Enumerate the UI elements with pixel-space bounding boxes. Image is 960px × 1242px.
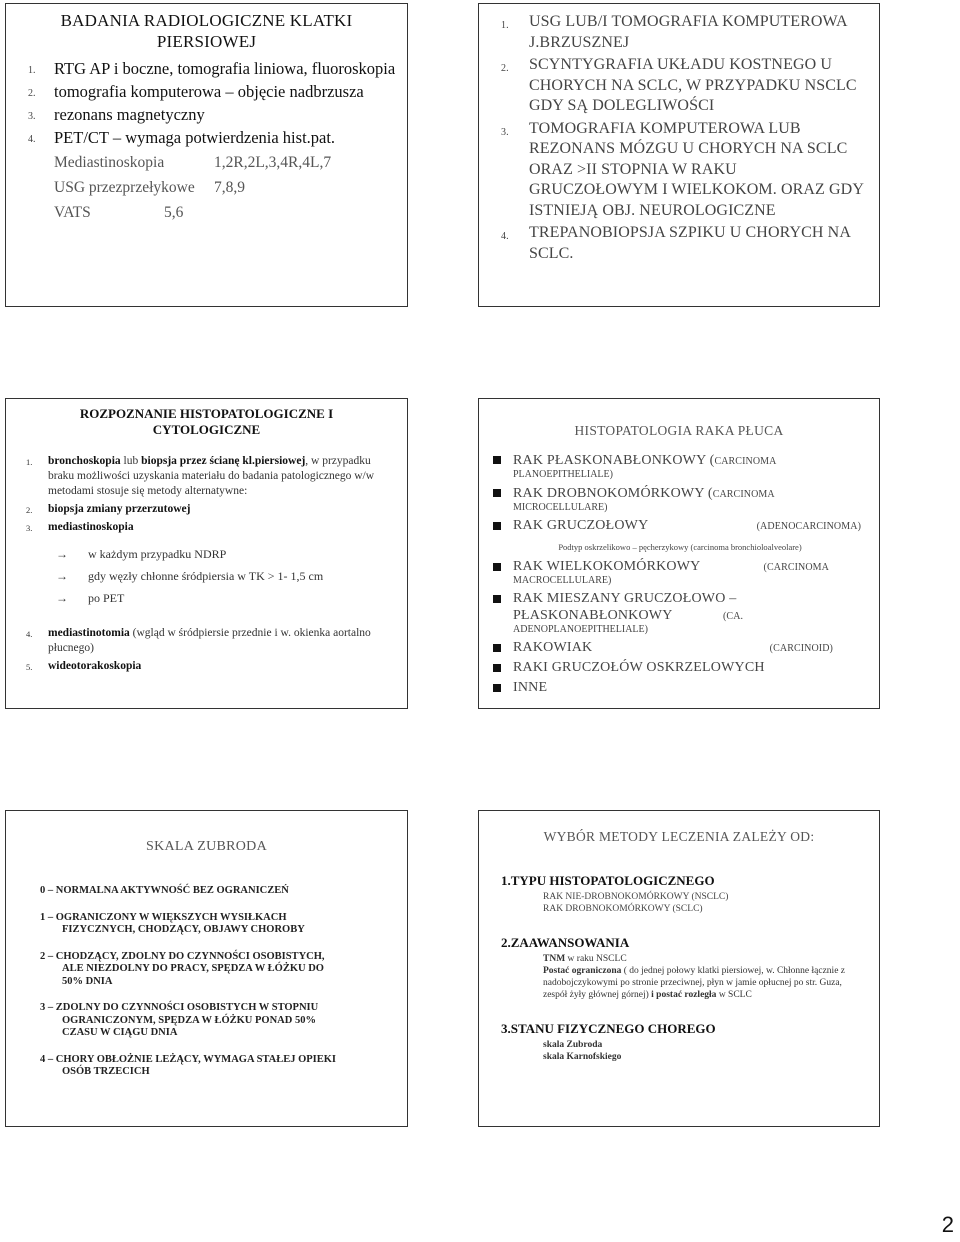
slide-title: SKALA ZUBRODA xyxy=(146,839,267,854)
arrow-icon: → xyxy=(56,547,68,561)
list-item xyxy=(501,223,865,264)
sub-item xyxy=(26,569,395,584)
procedure-value: 5,6 xyxy=(164,204,184,221)
sub-text: w każdym przypadku NDRP xyxy=(88,547,227,561)
list-item xyxy=(491,451,869,481)
type-name: RAK GRUCZOŁOWY xyxy=(513,518,649,533)
item-text: USG LUB/I TOMOGRAFIA KOMPUTEROWA J.BRZUSZNEJ xyxy=(529,13,847,51)
factor-line: skala Karnofskiego xyxy=(543,1052,622,1062)
procedure-value: 1,2R,2L,3,4R,4L,7 xyxy=(214,154,332,171)
list-item xyxy=(26,659,395,674)
procedure-row xyxy=(6,175,407,200)
list-item xyxy=(28,58,407,79)
type-latin: ADENOPLANOEPITHELIALE) xyxy=(513,624,648,635)
factor-line: RAK DROBNOKOMÓRKOWY (SCLC) xyxy=(543,904,703,914)
cancer-types-list xyxy=(479,439,879,696)
item-text: TREPANOBIOPSJA SZPIKU U CHORYCH NA SCLC. xyxy=(529,224,851,262)
item-bold: wideotorakoskopia xyxy=(48,660,142,672)
factor-section xyxy=(501,1021,867,1063)
factor-bold: TNM xyxy=(543,954,566,964)
title-line-2: PIERSIOWEJ xyxy=(156,32,257,51)
type-latin: CARCINOMA xyxy=(712,489,775,500)
item-text: , w przypadku braku możliwości uzyskania materiału do badania patologicznego w/w metodami stosuje się metody alternatywne: xyxy=(48,455,375,497)
item-text: SCYNTYGRAFIA UKŁADU KOSTNEGO U CHORYCH NA SCLC, W PRZYPADKU NSCLC GDY SĄ DOLEGLIWOŚCI xyxy=(529,56,857,114)
item-text: (wgląd w śródpiersie przednie i w. okienka aortalno płucnego) xyxy=(48,627,371,654)
scale-item xyxy=(40,1002,391,1040)
procedure-table xyxy=(6,150,407,225)
factor-line: skala Zubroda xyxy=(543,1040,603,1050)
list-item xyxy=(491,484,869,514)
bullet-square-icon xyxy=(493,664,501,672)
diagnosis-list xyxy=(6,438,407,674)
slide-title: HISTOPATOLOGIA RAKA PŁUCA xyxy=(574,423,784,438)
factor-line: RAK NIE-DROBNOKOMÓRKOWY (NSCLC) xyxy=(543,892,729,902)
type-name: PŁASKONABŁONKOWY xyxy=(513,608,673,623)
arrow-icon: → xyxy=(56,569,68,583)
type-latin: CARCINOMA xyxy=(714,456,777,467)
type-latin: (CA. xyxy=(723,611,744,622)
type-latin: (CARCINOMA xyxy=(763,562,829,573)
list-item xyxy=(501,119,865,222)
slide-staging-exams xyxy=(478,3,880,307)
slide-lung-cancer-histopathology xyxy=(478,398,880,709)
scale-line: 4 – CHORY OBŁOŻNIE LEŻĄCY, WYMAGA STAŁEJ OPIEKI xyxy=(40,1053,337,1065)
list-item xyxy=(28,127,407,148)
scale-item xyxy=(40,885,391,898)
scale-line: 0 – NORMALNA AKTYWNOŚĆ BEZ OGRANICZEŃ xyxy=(40,885,289,896)
item-number: 2. xyxy=(26,505,33,515)
item-number: 4. xyxy=(26,629,33,639)
item-text: rezonans magnetyczny xyxy=(54,105,205,124)
list-item xyxy=(491,590,869,636)
scale-line: CZASU W CIĄGU DNIA xyxy=(62,1027,178,1038)
type-latin: PLANOEPITHELIALE) xyxy=(513,469,613,480)
procedure-label: VATS xyxy=(54,204,91,221)
scale-line: 1 – OGRANICZONY W WIĘKSZYCH WYSIŁKACH xyxy=(40,911,287,923)
item-number: 3. xyxy=(501,126,509,138)
list-item xyxy=(28,104,407,125)
item-number: 1. xyxy=(26,457,33,467)
slide-title: WYBÓR METODY LECZENIA ZALEŻY OD: xyxy=(543,829,815,844)
item-number: 4. xyxy=(501,231,509,242)
type-latin: MICROCELLULARE) xyxy=(513,502,608,513)
type-name: RAKI GRUCZOŁÓW OSKRZELOWYCH xyxy=(513,660,765,675)
item-number: 1. xyxy=(28,65,36,76)
exam-list xyxy=(6,58,407,148)
slide-histopathological-diagnosis xyxy=(5,398,408,709)
list-item xyxy=(26,520,395,535)
procedure-row xyxy=(6,200,407,225)
scale-line: OGRANICZONYM, SPĘDZA W ŁÓŻKU PONAD 50% xyxy=(62,1014,316,1026)
type-name: RAK MIESZANY GRUCZOŁOWO – xyxy=(513,591,737,606)
factor-bold: i postać rozległa xyxy=(651,990,717,1000)
type-name: INNE xyxy=(513,680,548,695)
list-item xyxy=(491,517,869,534)
list-item xyxy=(28,81,407,102)
bullet-square-icon xyxy=(493,456,501,464)
list-item xyxy=(501,12,865,53)
factor-heading: 2.ZAAWANSOWANIA xyxy=(501,935,630,950)
factor-line xyxy=(501,965,867,1001)
item-bold: mediastinotomia xyxy=(48,627,130,639)
bullet-square-icon xyxy=(493,684,501,692)
item-number: 3. xyxy=(28,111,36,122)
factor-section xyxy=(501,935,867,1001)
list-item xyxy=(501,55,865,117)
scale-line: 50% DNIA xyxy=(62,975,113,987)
procedure-row xyxy=(6,150,407,175)
scale-line: FIZYCZNYCH, CHODZĄCY, OBJAWY CHOROBY xyxy=(62,924,305,935)
sub-item xyxy=(26,547,395,562)
type-name: RAK DROBNOKOMÓRKOWY ( xyxy=(513,486,713,501)
factor-bold: Postać ograniczona xyxy=(543,966,622,976)
item-bold: biopsja zmiany przerzutowej xyxy=(48,503,191,515)
scale-item xyxy=(40,951,391,989)
bullet-square-icon xyxy=(493,563,501,571)
item-bold: mediastinoskopia xyxy=(48,521,134,533)
bullet-square-icon xyxy=(493,489,501,497)
procedure-label: USG przezprzełykowe xyxy=(54,179,195,196)
scale-line: 2 – CHODZĄCY, ZDOLNY DO CZYNNOŚCI OSOBISTYCH, xyxy=(40,950,325,962)
list-item xyxy=(491,659,869,676)
factor-heading: 1.TYPU HISTOPATOLOGICZNEGO xyxy=(501,873,715,888)
scale-line: OSÓB TRZECICH xyxy=(62,1066,150,1077)
procedure-label: Mediastinoskopia xyxy=(54,154,165,171)
scale-line: ALE NIEZDOLNY DO PRACY, SPĘDZA W ŁÓŻKU DO xyxy=(62,963,324,974)
arrow-icon: → xyxy=(56,591,68,605)
factor-section xyxy=(501,873,867,915)
sub-item xyxy=(26,591,395,606)
slide-treatment-choice xyxy=(478,810,880,1127)
factor-text: w SCLC xyxy=(716,990,752,1000)
item-number: 3. xyxy=(26,523,33,533)
item-text: tomografia komputerowa – objęcie nadbrzusza xyxy=(54,82,364,101)
title-line-1: BADANIA RADIOLOGICZNE KLATKI xyxy=(60,11,353,30)
slide-title: ROZPOZNANIE HISTOPATOLOGICZNE I CYTOLOGICZNE xyxy=(79,406,334,437)
page-number: 2 xyxy=(941,1212,954,1237)
list-item xyxy=(26,626,395,656)
item-number: 2. xyxy=(501,63,509,74)
type-name: RAKOWIAK xyxy=(513,640,593,655)
factor-heading: 3.STANU FIZYCZNEGO CHOREGO xyxy=(501,1021,716,1036)
type-name: RAK WIELKOKOMÓRKOWY xyxy=(513,559,701,574)
list-item xyxy=(491,639,869,656)
item-text: TOMOGRAFIA KOMPUTEROWA LUB REZONANS MÓZGU U CHORYCH NA SCLC ORAZ >II STOPNIA W RAKU GRUCZOŁOWYM I WIELKOKOM. ORAZ GDY ISTNIEJĄ OBJ. NEUROLOGICZNE xyxy=(529,119,864,219)
treatment-factors xyxy=(479,845,879,1063)
item-number: 1. xyxy=(501,20,509,31)
item-number: 2. xyxy=(28,88,36,99)
slide-zubrod-scale xyxy=(5,810,408,1127)
bullet-square-icon xyxy=(493,522,501,530)
item-bold: biopsja przez ścianę kl.piersiowej xyxy=(141,455,306,467)
list-item xyxy=(26,454,395,499)
factor-text: ( do jednej połowy klatki piersiowej, w. Chłonne łącznie z nadobojczykowymi po stronie przeciwnej, płyn w jamie opłucnej po str. Guza, zespół żyły głównej górnej) xyxy=(543,966,846,1000)
type-latin: MACROCELLULARE) xyxy=(513,575,612,586)
scale-list xyxy=(6,855,407,1079)
item-text: RTG AP i boczne, tomografia liniowa, fluoroskopia xyxy=(54,59,396,78)
scale-item xyxy=(40,912,391,937)
item-number: 4. xyxy=(28,134,36,145)
type-latin: (CARCINOID) xyxy=(769,643,833,654)
scale-item xyxy=(40,1054,391,1079)
sub-list xyxy=(26,547,395,606)
type-latin: (ADENOCARCINOMA) xyxy=(756,521,861,532)
factor-text: w raku NSCLC xyxy=(565,954,627,964)
sub-text: gdy węzły chłonne śródpiersia w TK > 1- 1,5 cm xyxy=(88,569,324,583)
sub-text: po PET xyxy=(88,591,125,605)
slide-title xyxy=(6,4,407,52)
slide-radiological-exams xyxy=(5,3,408,307)
list-item xyxy=(491,679,869,696)
bullet-square-icon xyxy=(493,595,501,603)
type-name: RAK PŁASKONABŁONKOWY ( xyxy=(513,453,715,468)
list-item xyxy=(26,502,395,517)
subtype-note: Podtyp oskrzelikowo – pęcherzykowy (carcinoma bronchioloalveolare) xyxy=(558,542,802,552)
procedure-value: 7,8,9 xyxy=(214,179,245,196)
item-bold: bronchoskopia xyxy=(48,455,121,467)
factor-line xyxy=(501,953,867,965)
scale-line: 3 – ZDOLNY DO CZYNNOŚCI OSOBISTYCH W STOPNIU xyxy=(40,1002,319,1013)
item-text: PET/CT – wymaga potwierdzenia hist.pat. xyxy=(54,128,336,147)
item-number: 5. xyxy=(26,662,33,672)
bullet-square-icon xyxy=(493,644,501,652)
staging-list xyxy=(479,4,879,264)
list-item xyxy=(491,558,869,587)
item-text: lub xyxy=(120,455,142,467)
